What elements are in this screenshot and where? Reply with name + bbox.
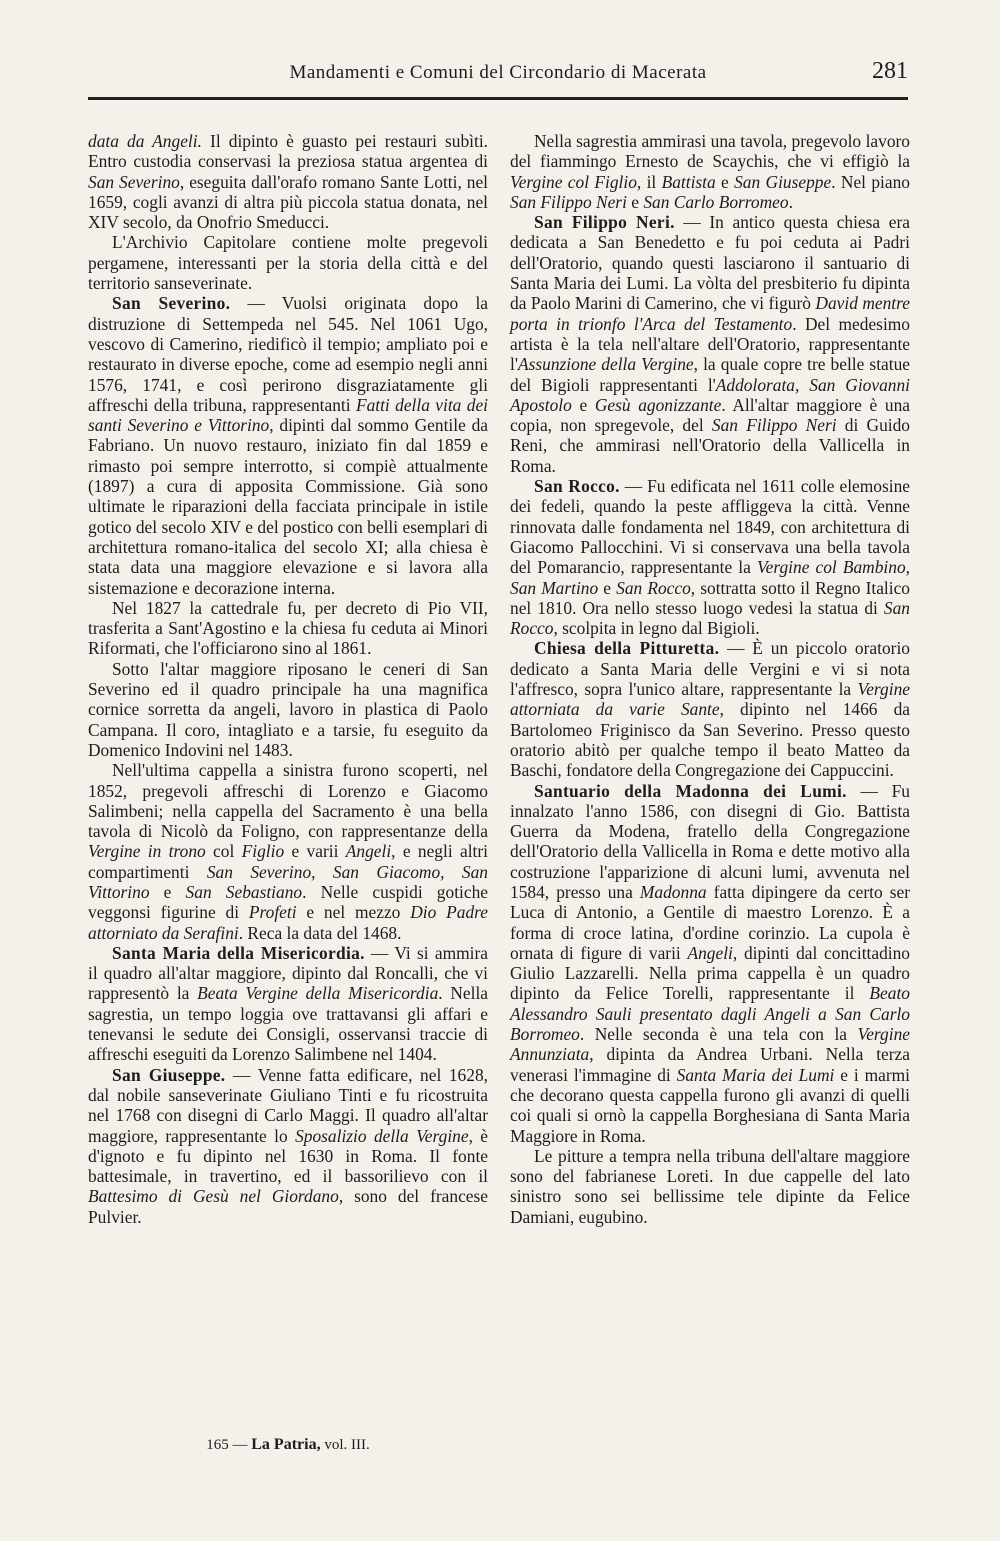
italic-title: San Sebastiano — [185, 881, 303, 902]
italic-title: Beata Vergine della Misericordia — [197, 983, 439, 1004]
italic-title: San Filippo Neri — [711, 415, 837, 436]
text-run: Il dipinto è guasto pei restauri subìti. Entro custodia conservasi la preziosa statua argentea di — [88, 131, 489, 172]
text-run: — Fu innalzato l'anno 1586, con disegni di Gio. Battista Guerra da Modena, fratello della Congregazione dell'Oratorio della Vallicella in Roma e dette motivo alla costruzione l'apparizione di alcuni lumi, avvenuta nel 1584, presso una — [510, 780, 910, 902]
text-run: . Nel piano — [831, 171, 910, 192]
italic-title: Assunzione della Vergine — [517, 354, 694, 375]
italic-title: San Severino — [88, 171, 180, 192]
italic-title: San Severino, San Giacomo, San Vittorino — [88, 861, 488, 902]
paragraph — [510, 476, 910, 638]
italic-title: Santa Maria dei Lumi — [676, 1064, 835, 1085]
text-run: , sono del francese Pulvier. — [88, 1186, 488, 1227]
text-run: , sottratta sotto il Regno Italico nel 1810. Ora nello stesso luogo vedesi la statua di — [510, 577, 911, 618]
text-run: Nell'ultima cappella a sinistra furono scoperti, nel 1852, pregevoli affreschi di Lorenzo e Giacomo Salimbeni; nella cappella del Sacramento è una bella tavola di Nicolò da Foligno, con rappresentanze della — [88, 760, 488, 842]
text-run: . Reca la data del 1468. — [238, 922, 402, 943]
text-run: , e negli altri compartimenti — [88, 841, 488, 882]
text-run: e — [626, 191, 644, 212]
text-run: , la quale copre tre belle statue del Bigioli rappresentanti l' — [510, 354, 911, 395]
italic-title: Beato Alessandro Sauli presentato dagli Angeli a San Carlo Borromeo — [510, 983, 910, 1045]
section-heading: San Rocco. — [534, 476, 620, 497]
section-heading: San Giuseppe. — [112, 1064, 226, 1085]
signature-mark: 165 — — [206, 1437, 248, 1453]
text-run: — Fu edificata nel 1611 colle elemosine dei fedeli, quando la peste affliggeva la città. Venne rinnovata dalle fondamenta nel 1849, con architettura di Giacomo Pallocchini. Vi si conservava una bella tavola del Pomarancio, rappresentante la — [510, 476, 910, 578]
paragraph: Nel 1827 la cattedrale fu, per decreto di Pio VII, trasferita a Sant'Agostino e la chiesa fu ceduta ai Minori Riformati, che l'officiarono sino al 1861. — [88, 597, 488, 659]
italic-title: Madonna — [639, 881, 707, 902]
italic-title: Battista — [661, 171, 716, 192]
italic-title: Vergine col Figlio — [510, 171, 637, 192]
text-run: , il — [636, 171, 662, 192]
running-header — [88, 58, 908, 90]
text-run: e — [571, 394, 595, 415]
text-run: , dipinta da Andrea Urbani. Nella terza venerasi l'immagine di — [510, 1044, 910, 1085]
text-run: e — [149, 881, 186, 902]
paragraph: L'Archivio Capitolare contiene molte pregevoli pergamene, interessanti per la storia della città e del territorio sanseverinate. — [88, 232, 488, 294]
italic-title: Sposalizio della Vergine — [295, 1125, 469, 1146]
paragraph — [510, 781, 910, 1146]
section-heading: Chiesa della Pitturetta. — [534, 638, 720, 659]
italic-title: San Carlo Borromeo — [643, 191, 789, 212]
text-run: , dipinto nel 1466 da Bartolomeo Friginisco da San Severino. Presso questo oratorio abitò per qualche tempo il beato Matteo da Baschi, fondatore della Congregazione dei Cappuccini. — [510, 699, 910, 781]
page-footer — [88, 1436, 488, 1454]
text-run: col — [205, 841, 242, 862]
text-run: , dipinti dal sommo Gentile da Fabriano. Un nuovo restauro, iniziato fin dal 1859 e rimasto poi sempre interrotto, si compiè attualmente (1897) a cura di apposita Commissione. Già sono ultimate le riparazioni della facciata principale in istile gotico del secolo XIV e del postico con belli esemplari di architettura romano-italica del secolo XI; alla chiesa è stata data una maggiore elevazione e si lavora alla sistemazione e decorazione interna. — [88, 415, 488, 598]
italic-title: San Filippo Neri — [510, 191, 627, 212]
text-run: . Nella sagrestia, un tempo loggia ove trattavansi gli affari e tenevansi le sedute dei Consigli, osservansi traccie di affreschi eseguiti da Lorenzo Salimbene nel 1404. — [88, 983, 488, 1065]
text-run: . Nelle cuspidi gotiche veggonsi figurine di — [88, 881, 488, 923]
left-column — [88, 131, 488, 1227]
paragraph — [510, 212, 910, 476]
italic-title: Profeti — [248, 902, 297, 923]
text-run: , scolpita in legno dal Bigioli. — [553, 618, 760, 639]
paragraph — [510, 131, 910, 212]
text-run: , è d'ignoto e fu dipinto nel 1630 in Roma. Il fonte battesimale, in travertino, ed il bassorilievo con il — [88, 1125, 489, 1187]
paragraph — [88, 1065, 488, 1227]
text-run: , dipinti dal concittadino Giulio Lazzarelli. Nella prima cappella è un quadro dipinto da Felice Torelli, rappresentante il — [510, 942, 911, 1004]
section-heading: Santuario della Madonna dei Lumi. — [534, 780, 847, 801]
italic-title: Vergine in trono — [88, 841, 206, 862]
text-run: — È un piccolo oratorio dedicato a Santa Maria delle Vergini e vi si nota l'affresco, sopra l'unico altare, rappresentante la — [510, 638, 910, 700]
text-run: , eseguita dall'orafo romano Sante Lotti, nel 1659, cogli avanzi di altra più piccola statua donata, nel XIV secolo, da Onofrio Smeducci. — [88, 171, 489, 233]
paragraph — [510, 638, 910, 780]
text-run: e nel mezzo — [296, 902, 411, 923]
text-run: — In antico questa chiesa era dedicata a San Benedetto e fu poi ceduta ai Padri dell'Oratorio, quando questi lasciarono il santuario di Santa Maria dei Lumi. La vòlta del presbiterio fu dipinta da Paolo Marini di Camerino, che vi figurò — [510, 212, 910, 314]
italic-title: David mentre porta in trionfo l'Arca del Testamento — [510, 293, 910, 334]
page-number: 281 — [872, 58, 908, 84]
paragraph — [88, 943, 488, 1065]
italic-title: Battesimo di Gesù nel Giordano — [88, 1186, 339, 1207]
text-run: — Venne fatta edificare, nel 1628, dal nobile sanseverinate Giuliano Tinti e fu ricostruita nel 1768 con disegni di Carlo Maggi. Il quadro all'altar maggiore, rappresentante lo — [88, 1064, 488, 1146]
text-run: — Vuolsi originata dopo la distruzione di Settempeda nel 545. Nel 1061 Ugo, vescovo di Camerino, riedificò il tempio; ampliato poi e restaurato in diverse epoche, come ad esempio negli anni 1576, 1741, e così perirono disgraziatamente gli affreschi della tribuna, rappresentanti — [88, 293, 488, 415]
italic-title: Gesù agonizzante — [594, 394, 722, 415]
text-run: fatta dipingere da certo ser Luca di Antonio, a Gentile di maestro Lorenzo. È a forma di croce latina, d'ordine corinzio. La cupola è ornata di figure di varii — [510, 881, 910, 963]
text-run: . Nelle seconda è una tela con la — [579, 1024, 858, 1045]
paragraph — [88, 131, 488, 232]
section-heading: San Filippo Neri. — [534, 212, 675, 233]
paragraph — [88, 293, 488, 597]
text-run: e i marmi che decorano questa cappella furono gli avanzi di quelli coi quali si ornò la cappella Borghesiana di Santa Maria Maggiore in Roma. — [510, 1064, 910, 1146]
italic-title: Vergine attorniata da varie Sante — [510, 679, 910, 720]
italic-title: San Rocco — [510, 597, 910, 639]
italic-title: Addolorata, San Giovanni Apostolo — [510, 374, 910, 415]
section-heading: San Severino. — [112, 293, 231, 314]
header-title: Mandamenti e Comuni del Circondario di Macerata — [289, 62, 707, 83]
paragraph — [88, 760, 488, 943]
italic-title: data da Angeli. — [88, 131, 202, 151]
volume-label: vol. III. — [324, 1437, 370, 1453]
text-run: . Del medesimo artista è la tela nell'altare dell'Oratorio, rappresentante l' — [510, 313, 911, 375]
paragraph: Le pitture a tempra nella tribuna dell'altare maggiore sono del fabrianese Loreti. In due cappelle del lato sinistro sono sei bellissime tele dipinte da Felice Damiani, eugubino. — [510, 1145, 910, 1227]
text-run: . All'altar maggiore è una copia, non spregevole, del — [510, 394, 910, 436]
text-run: e varii — [284, 841, 346, 862]
italic-title: San Rocco — [616, 577, 691, 598]
italic-title: Angeli — [345, 841, 392, 862]
publication-title: La Patria, — [251, 1436, 321, 1453]
text-run: e — [715, 171, 735, 192]
text-run: e — [598, 577, 617, 598]
italic-title: Dio Padre attorniato da Serafini — [88, 902, 488, 943]
paragraph: Sotto l'altar maggiore riposano le ceneri di San Severino ed il quadro principale ha una magnifica cornice sorretta da angeli, lavoro in plastica di Paolo Campana. Il coro, intagliato e a tarsie, fu eseguito da Domenico Indovini nel 1483. — [88, 658, 488, 760]
italic-title: Vergine Annunziata — [510, 1024, 910, 1065]
header-rule — [88, 97, 908, 100]
italic-title: San Giuseppe — [734, 171, 832, 192]
text-run: di Guido Reni, che ammirasi nell'Oratorio della Vallicella in Roma. — [510, 415, 911, 476]
italic-title: Vergine col Bambino, San Martino — [510, 557, 910, 598]
section-heading: Santa Maria della Misericordia. — [112, 942, 365, 963]
italic-title: Figlio — [241, 841, 285, 862]
italic-title: Fatti della vita dei santi Severino e Vittorino — [88, 394, 489, 436]
text-run: Nella sagrestia ammirasi una tavola, pregevolo lavoro del fiammingo Ernesto de Scaychis, che vi effigiò la — [510, 131, 910, 172]
text-run: — Vi si ammira il quadro all'altar maggiore, dipinto dal Roncalli, che vi rappresentò la — [88, 942, 488, 1004]
right-column — [510, 131, 910, 1227]
text-run: . — [788, 191, 793, 212]
italic-title: Angeli — [687, 942, 733, 963]
